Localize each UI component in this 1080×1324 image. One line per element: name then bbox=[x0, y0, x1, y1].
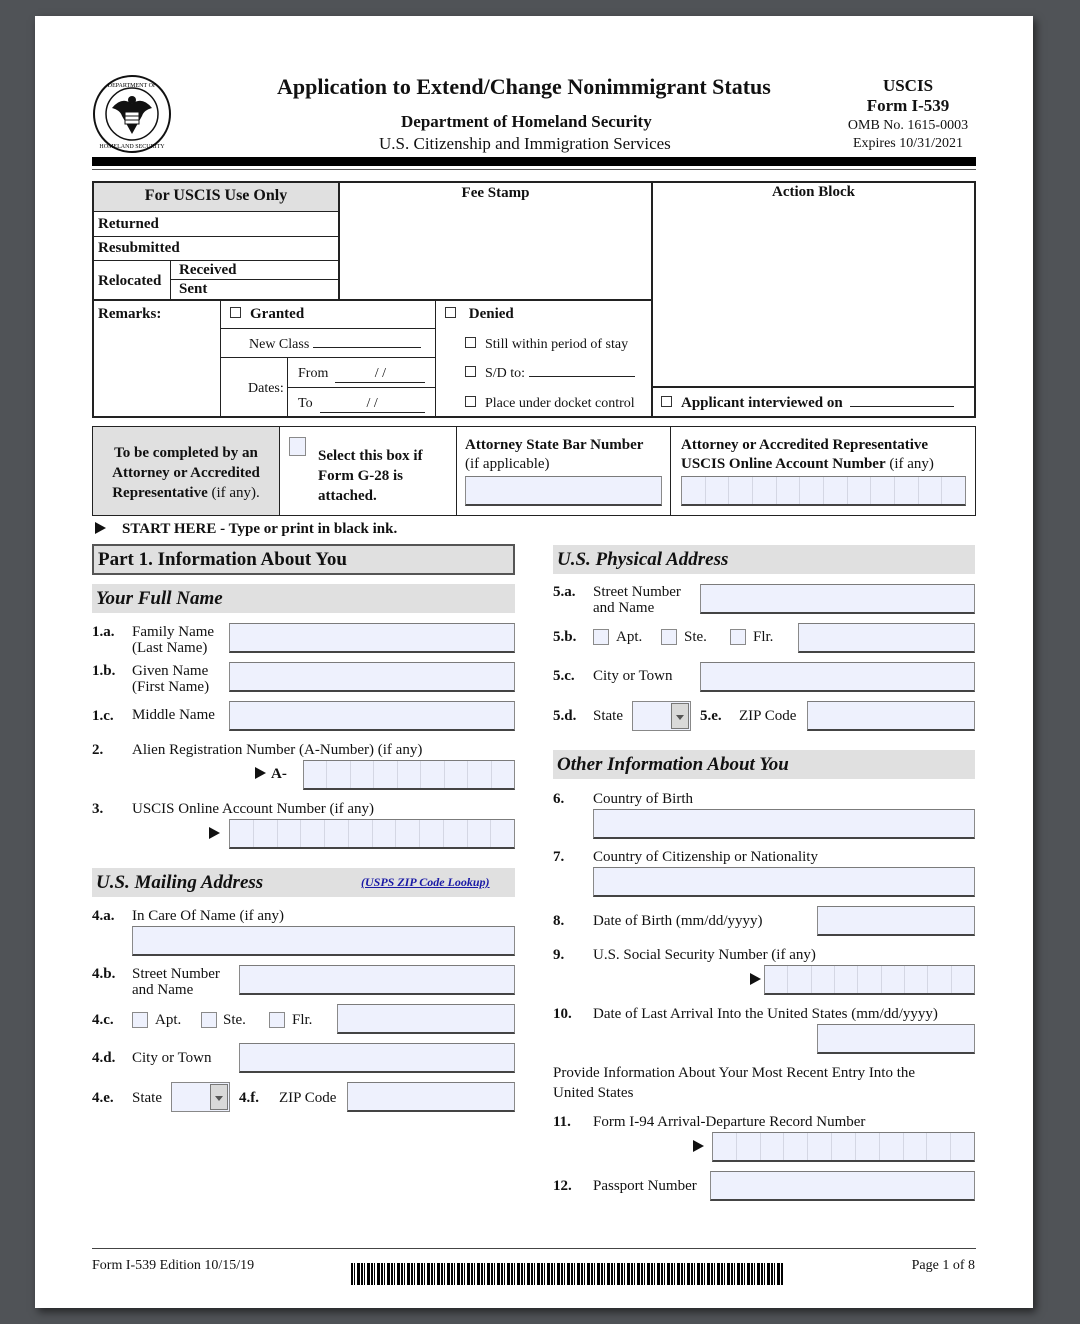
other-info-heading: Other Information About You bbox=[553, 750, 975, 779]
barcode-icon bbox=[351, 1263, 783, 1285]
arrow-right-icon bbox=[255, 767, 266, 779]
physical-ste-checkbox[interactable] bbox=[661, 629, 677, 645]
item-number: 8. bbox=[553, 913, 565, 929]
ssn-label: U.S. Social Security Number (if any) bbox=[593, 947, 816, 963]
dates-label: Dates: bbox=[248, 381, 284, 396]
mailing-street-sublabel: and Name bbox=[132, 982, 194, 998]
attorney-account-input[interactable] bbox=[681, 476, 966, 506]
bar-number-sublabel: (if applicable) bbox=[465, 456, 550, 472]
interviewed-checkbox[interactable]: Applicant interviewed on bbox=[661, 395, 954, 412]
mailing-city-input[interactable] bbox=[239, 1043, 515, 1073]
flr-label: Flr. bbox=[753, 629, 774, 645]
mailing-city-label: City or Town bbox=[132, 1050, 212, 1066]
middle-name-label: Middle Name bbox=[132, 707, 215, 723]
item-number: 9. bbox=[553, 947, 565, 963]
family-name-label: Family Name bbox=[132, 624, 215, 640]
divider bbox=[653, 386, 974, 388]
given-name-sublabel: (First Name) bbox=[132, 679, 210, 695]
checkbox-icon bbox=[465, 337, 476, 348]
sd-to-checkbox[interactable]: S/D to: bbox=[465, 365, 635, 382]
to-date: To / / bbox=[298, 395, 425, 413]
item-number: 1.b. bbox=[92, 663, 116, 679]
mailing-street-label: Street Number bbox=[132, 966, 220, 982]
passport-input[interactable] bbox=[710, 1171, 975, 1201]
divider bbox=[220, 328, 435, 329]
uscis-title: For USCIS Use Only bbox=[144, 187, 288, 204]
divider bbox=[170, 260, 171, 300]
physical-street-sublabel: and Name bbox=[593, 600, 655, 616]
online-account-input[interactable] bbox=[229, 819, 515, 849]
arrow-right-icon bbox=[95, 522, 106, 534]
dhs-seal-icon bbox=[92, 74, 172, 154]
returned-label: Returned bbox=[98, 216, 159, 232]
action-block-label: Action Block bbox=[772, 184, 855, 200]
page-number: Page 1 of 8 bbox=[911, 1258, 975, 1273]
attorney-completed-by: To be completed by an Attorney or Accredited Representative (if any). bbox=[112, 445, 260, 501]
expiration-date: Expires 10/31/2021 bbox=[852, 136, 964, 151]
physical-city-label: City or Town bbox=[593, 668, 673, 684]
item-number: 5.e. bbox=[700, 708, 722, 724]
item-number: 2. bbox=[92, 742, 104, 758]
last-arrival-input[interactable] bbox=[817, 1024, 975, 1054]
mailing-ste-checkbox[interactable] bbox=[201, 1012, 217, 1028]
form-edition: Form I-539 Edition 10/15/19 bbox=[92, 1258, 255, 1273]
part1-title: Part 1. Information About You bbox=[92, 544, 515, 575]
bar-number-label: Attorney State Bar Number bbox=[465, 437, 644, 453]
mailing-apt-checkbox[interactable] bbox=[132, 1012, 148, 1028]
g28-label: Select this box if Form G-28 is attached. bbox=[318, 448, 423, 504]
physical-flr-checkbox[interactable] bbox=[730, 629, 746, 645]
from-date: From / / bbox=[298, 365, 425, 383]
checkbox-icon bbox=[465, 366, 476, 377]
mailing-state-label: State bbox=[132, 1090, 162, 1106]
item-number: 4.c. bbox=[92, 1012, 114, 1028]
item-number: 5.a. bbox=[553, 584, 576, 600]
remarks-label: Remarks: bbox=[98, 306, 162, 322]
denied-label: Denied bbox=[468, 306, 514, 322]
granted-checkbox[interactable] bbox=[230, 306, 304, 323]
attorney-account-label: Attorney or Accredited Representative bbox=[681, 437, 929, 453]
divider bbox=[287, 387, 435, 388]
department-name: Department of Homeland Security bbox=[401, 112, 652, 131]
in-care-of-label: In Care Of Name (if any) bbox=[132, 908, 285, 924]
arrow-right-icon bbox=[693, 1140, 704, 1152]
checkbox-icon bbox=[465, 396, 476, 407]
citizenship-input[interactable] bbox=[593, 867, 975, 897]
mailing-address-heading: U.S. Mailing Address (USPS ZIP Code Lookup) bbox=[92, 868, 515, 897]
given-name-label: Given Name bbox=[132, 663, 209, 679]
citizenship-label: Country of Citizenship or Nationality bbox=[593, 849, 818, 865]
item-number: 4.a. bbox=[92, 908, 115, 924]
dob-label: Date of Birth (mm/dd/yyyy) bbox=[593, 913, 763, 929]
family-name-sublabel: (Last Name) bbox=[132, 640, 208, 656]
start-here-instruction: START HERE - Type or print in black ink. bbox=[95, 521, 397, 538]
in-care-of-input[interactable] bbox=[132, 926, 515, 956]
svg-text:HOMELAND SECURITY: HOMELAND SECURITY bbox=[99, 144, 165, 150]
physical-street-input[interactable] bbox=[700, 584, 975, 614]
physical-apt-checkbox[interactable] bbox=[593, 629, 609, 645]
ste-label: Ste. bbox=[223, 1012, 246, 1028]
agency-name: U.S. Citizenship and Immigration Services bbox=[379, 134, 671, 153]
item-number: 1.c. bbox=[92, 708, 114, 724]
relocated-label: Relocated bbox=[98, 273, 162, 289]
last-arrival-label: Date of Last Arrival Into the United States (mm/dd/yyyy) bbox=[593, 1006, 938, 1022]
mailing-state-select[interactable] bbox=[171, 1082, 230, 1112]
usps-zip-lookup-link[interactable]: (USPS ZIP Code Lookup) bbox=[361, 875, 490, 889]
received-label: Received bbox=[179, 262, 237, 278]
fee-stamp-label: Fee Stamp bbox=[461, 185, 530, 201]
divider bbox=[670, 427, 671, 515]
ste-label: Ste. bbox=[684, 629, 707, 645]
mailing-zip-input[interactable] bbox=[347, 1082, 515, 1112]
attorney-account-label-2: USCIS Online Account Number (if any) bbox=[681, 456, 934, 472]
item-number: 5.c. bbox=[553, 668, 575, 684]
full-name-heading: Your Full Name bbox=[92, 584, 515, 613]
item-number: 3. bbox=[92, 801, 104, 817]
checkbox-icon bbox=[230, 307, 241, 318]
svg-text:DEPARTMENT OF: DEPARTMENT OF bbox=[107, 83, 157, 89]
dob-input[interactable] bbox=[817, 906, 975, 936]
org-name: USCIS bbox=[882, 76, 934, 95]
docket-control-checkbox[interactable]: Place under docket control bbox=[465, 395, 635, 412]
apt-label: Apt. bbox=[155, 1012, 182, 1028]
item-number: 5.b. bbox=[553, 629, 577, 645]
physical-zip-input[interactable] bbox=[807, 701, 975, 731]
g28-checkbox[interactable] bbox=[289, 437, 306, 456]
omb-number: OMB No. 1615-0003 bbox=[847, 118, 969, 133]
item-number: 10. bbox=[553, 1006, 572, 1022]
sent-label: Sent bbox=[179, 281, 208, 297]
a-number-prefix: A- bbox=[255, 766, 287, 783]
divider bbox=[651, 183, 653, 416]
birth-country-input[interactable] bbox=[593, 809, 975, 839]
bar-number-input[interactable] bbox=[465, 476, 662, 506]
arrow-right-icon bbox=[750, 973, 761, 985]
mailing-flr-checkbox[interactable] bbox=[269, 1012, 285, 1028]
physical-zip-label: ZIP Code bbox=[739, 708, 797, 724]
physical-address-heading: U.S. Physical Address bbox=[553, 545, 975, 574]
entry-info-text-2: United States bbox=[553, 1085, 634, 1101]
mailing-unit-input[interactable] bbox=[337, 1004, 515, 1034]
item-number: 4.f. bbox=[239, 1090, 259, 1106]
family-name-input[interactable] bbox=[229, 623, 515, 653]
divider bbox=[220, 357, 435, 358]
divider bbox=[220, 300, 221, 416]
header-rule-thin bbox=[92, 169, 976, 170]
checkbox-icon bbox=[661, 396, 672, 407]
item-number: 7. bbox=[553, 849, 565, 865]
header-rule-thick bbox=[92, 157, 976, 166]
divider bbox=[170, 279, 338, 280]
form-title: Application to Extend/Change Nonimmigrant Status bbox=[277, 74, 771, 99]
divider bbox=[94, 299, 651, 301]
ssn-input[interactable] bbox=[764, 965, 975, 995]
a-number-label: Alien Registration Number (A-Number) (if any) bbox=[132, 742, 423, 758]
divider bbox=[94, 211, 338, 212]
physical-state-select[interactable] bbox=[632, 701, 691, 731]
mailing-street-input[interactable] bbox=[239, 965, 515, 995]
mailing-zip-label: ZIP Code bbox=[279, 1090, 337, 1106]
i94-label: Form I-94 Arrival-Departure Record Number bbox=[593, 1114, 866, 1130]
entry-info-text: Provide Information About Your Most Recent Entry Into the bbox=[553, 1065, 916, 1081]
item-number: 11. bbox=[553, 1114, 571, 1130]
item-number: 1.a. bbox=[92, 624, 115, 640]
form-page bbox=[35, 16, 1033, 1308]
physical-unit-input[interactable] bbox=[798, 623, 975, 653]
divider bbox=[94, 236, 338, 237]
passport-label: Passport Number bbox=[593, 1178, 697, 1194]
chevron-down-icon[interactable] bbox=[210, 1084, 228, 1110]
physical-city-input[interactable] bbox=[700, 662, 975, 692]
chevron-down-icon[interactable] bbox=[671, 703, 689, 729]
apt-label: Apt. bbox=[616, 629, 643, 645]
new-class-label: New Class bbox=[249, 336, 421, 353]
item-number: 4.b. bbox=[92, 966, 116, 982]
item-number: 6. bbox=[553, 791, 565, 807]
footer-rule bbox=[92, 1248, 976, 1249]
granted-label: Granted bbox=[250, 306, 305, 322]
item-number: 12. bbox=[553, 1178, 572, 1194]
divider bbox=[435, 300, 436, 416]
birth-country-label: Country of Birth bbox=[593, 791, 693, 807]
a-number-input[interactable] bbox=[303, 760, 515, 790]
item-number: 4.e. bbox=[92, 1090, 114, 1106]
online-account-label: USCIS Online Account Number (if any) bbox=[132, 801, 375, 817]
flr-label: Flr. bbox=[292, 1012, 313, 1028]
physical-state-label: State bbox=[593, 708, 623, 724]
arrow-right-icon bbox=[209, 827, 220, 839]
item-number: 4.d. bbox=[92, 1050, 116, 1066]
divider bbox=[456, 427, 457, 515]
resubmitted-label: Resubmitted bbox=[98, 240, 180, 256]
middle-name-input[interactable] bbox=[229, 701, 515, 731]
still-within-checkbox[interactable]: Still within period of stay bbox=[465, 336, 628, 353]
denied-checkbox[interactable] bbox=[445, 306, 514, 323]
form-number: Form I-539 bbox=[866, 96, 950, 115]
divider bbox=[94, 260, 338, 261]
checkbox-icon bbox=[445, 307, 456, 318]
physical-street-label: Street Number bbox=[593, 584, 681, 600]
item-number: 5.d. bbox=[553, 708, 577, 724]
given-name-input[interactable] bbox=[229, 662, 515, 692]
i94-input[interactable] bbox=[712, 1132, 975, 1162]
